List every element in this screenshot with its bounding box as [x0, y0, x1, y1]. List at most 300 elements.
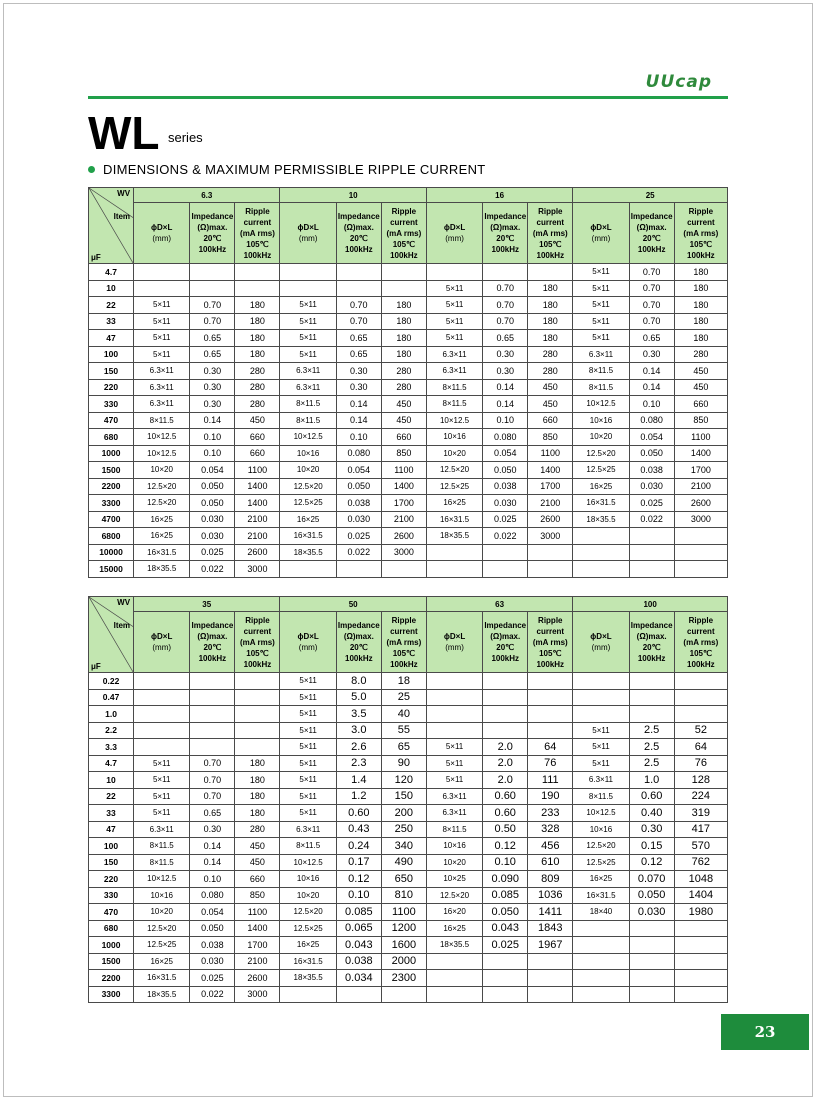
ripple-label: Ripple	[688, 615, 714, 625]
ripple-current-cell	[674, 528, 727, 545]
ripple-current-cell: 280	[235, 396, 280, 413]
table-row	[89, 313, 728, 330]
case-size-cell: 6.3×11	[134, 379, 190, 396]
ripple-current-cell	[674, 689, 727, 706]
dxl-label: ϕD×L	[443, 632, 466, 641]
freq-label: 100kHz	[687, 659, 715, 669]
capacitance-cell: 2200	[89, 970, 134, 987]
impedance-cell	[629, 706, 674, 723]
impedance-cell: 0.022	[483, 528, 528, 545]
voltage-header: 25	[573, 188, 728, 203]
section-heading	[88, 162, 486, 177]
impedance-label: Impedance	[484, 212, 527, 221]
table-row	[89, 528, 728, 545]
ripple-current-cell: 180	[235, 330, 280, 347]
case-size-cell: 10×20	[280, 887, 336, 904]
case-size-cell: 16×25	[280, 511, 336, 528]
series-title: WL	[88, 107, 160, 159]
ripple-current-cell	[674, 937, 727, 954]
ripple-current-cell: 1967	[528, 937, 573, 954]
impedance-cell: 0.038	[190, 937, 235, 954]
voltage-header: 16	[426, 188, 572, 203]
case-size-cell: 10×12.5	[134, 429, 190, 446]
freq-label: 100kHz	[390, 250, 418, 260]
ripple-current-cell: 2100	[235, 528, 280, 545]
dxl-header	[426, 203, 482, 264]
impedance-cell	[336, 561, 381, 578]
ripple-current-cell: 1036	[528, 887, 573, 904]
impedance-cell: 1.0	[629, 772, 674, 789]
ripple-current-cell: 3000	[235, 986, 280, 1003]
impedance-cell: 0.054	[190, 904, 235, 921]
impedance-cell: 0.054	[629, 429, 674, 446]
ripple-current-cell: 280	[528, 363, 573, 380]
case-size-cell: 5×11	[280, 673, 336, 690]
impedance-cell	[629, 920, 674, 937]
case-size-cell	[426, 544, 482, 561]
temp-105-label: 105℃	[246, 648, 269, 658]
ripple-current-cell	[528, 722, 573, 739]
ripple-current-cell: 762	[674, 854, 727, 871]
case-size-cell: 5×11	[134, 297, 190, 314]
ripple-current-cell: 190	[528, 788, 573, 805]
ripple-current-cell: 2100	[235, 953, 280, 970]
impedance-cell: 0.025	[629, 495, 674, 512]
impedance-cell: 5.0	[336, 689, 381, 706]
case-size-cell	[573, 937, 629, 954]
ripple-current-cell: 111	[528, 772, 573, 789]
section-title: DIMENSIONS & MAXIMUM PERMISSIBLE RIPPLE CURRENT	[103, 162, 486, 177]
table-row	[89, 871, 728, 888]
impedance-cell	[483, 544, 528, 561]
table-row	[89, 739, 728, 756]
case-size-cell: 12.5×20	[280, 904, 336, 921]
capacitance-cell: 6800	[89, 528, 134, 545]
case-size-cell: 10×12.5	[280, 429, 336, 446]
impedance-cell: 0.034	[336, 970, 381, 987]
ripple-current-cell: 456	[528, 838, 573, 855]
case-size-cell	[280, 264, 336, 281]
impedance-cell: 0.025	[483, 937, 528, 954]
impedance-cell: 0.070	[629, 871, 674, 888]
case-size-cell: 5×11	[573, 313, 629, 330]
impedance-cell: 0.030	[336, 511, 381, 528]
ripple-current-cell: 810	[381, 887, 426, 904]
case-size-cell	[573, 706, 629, 723]
case-size-cell: 5×11	[134, 313, 190, 330]
impedance-cell: 0.70	[336, 313, 381, 330]
capacitance-cell: 22	[89, 297, 134, 314]
ripple-current-cell: 64	[674, 739, 727, 756]
impedance-cell: 0.054	[336, 462, 381, 479]
table-row	[89, 297, 728, 314]
case-size-cell: 10×16	[426, 838, 482, 855]
impedance-cell: 0.050	[483, 904, 528, 921]
ripple-current-cell	[674, 970, 727, 987]
table-row	[89, 970, 728, 987]
impedance-cell: 0.14	[483, 379, 528, 396]
ripple-current-cell: 180	[381, 297, 426, 314]
impedance-cell: 0.050	[336, 478, 381, 495]
impedance-cell	[629, 528, 674, 545]
impedance-cell: 0.60	[483, 805, 528, 822]
impedance-cell: 0.030	[629, 478, 674, 495]
temp-105-label: 105℃	[246, 239, 269, 249]
impedance-cell: 2.6	[336, 739, 381, 756]
case-size-cell: 6.3×11	[134, 821, 190, 838]
ripple-current-cell	[235, 264, 280, 281]
case-size-cell: 12.5×20	[573, 445, 629, 462]
impedance-cell: 2.0	[483, 772, 528, 789]
table-row	[89, 937, 728, 954]
ripple-current-cell: 660	[235, 871, 280, 888]
marms-label: (mA rms)	[386, 637, 422, 647]
impedance-cell	[483, 561, 528, 578]
ohm-max-label: (Ω)max.	[636, 632, 667, 641]
impedance-header	[483, 612, 528, 673]
impedance-cell: 3.0	[336, 722, 381, 739]
capacitance-cell: 2.2	[89, 722, 134, 739]
dxl-header	[280, 612, 336, 673]
ripple-current-cell	[381, 561, 426, 578]
impedance-cell: 0.12	[483, 838, 528, 855]
ripple-current-cell: 660	[235, 429, 280, 446]
case-size-cell: 10×12.5	[134, 871, 190, 888]
brand-logo: UUcap	[645, 72, 712, 92]
impedance-cell	[483, 986, 528, 1003]
mm-label: (mm)	[152, 643, 172, 652]
ripple-current-cell: 450	[235, 854, 280, 871]
case-size-cell: 5×11	[573, 264, 629, 281]
capacitance-cell: 33	[89, 805, 134, 822]
ripple-current-cell: 180	[235, 297, 280, 314]
ripple-current-cell: 2100	[381, 511, 426, 528]
ripple-current-cell: 180	[235, 805, 280, 822]
case-size-cell: 6.3×11	[426, 346, 482, 363]
case-size-cell: 6.3×11	[426, 363, 482, 380]
case-size-cell: 8×11.5	[426, 396, 482, 413]
ripple-current-cell: 180	[235, 313, 280, 330]
dxl-header	[573, 203, 629, 264]
impedance-cell: 0.65	[190, 805, 235, 822]
bullet-icon	[88, 166, 95, 173]
impedance-header	[629, 612, 674, 673]
freq-label: 100kHz	[491, 654, 520, 663]
ripple-current-cell: 233	[528, 805, 573, 822]
ripple-current-cell: 90	[381, 755, 426, 772]
table-row	[89, 706, 728, 723]
impedance-cell: 0.70	[190, 788, 235, 805]
impedance-cell: 0.30	[336, 379, 381, 396]
impedance-cell: 0.080	[629, 412, 674, 429]
table-row	[89, 986, 728, 1003]
freq-label: 100kHz	[637, 245, 666, 254]
ripple-header	[528, 612, 573, 673]
table-row	[89, 412, 728, 429]
case-size-cell: 5×11	[426, 772, 482, 789]
case-size-cell	[134, 722, 190, 739]
impedance-cell: 0.60	[629, 788, 674, 805]
case-size-cell: 6.3×11	[280, 379, 336, 396]
impedance-cell	[483, 264, 528, 281]
marms-label: (mA rms)	[240, 637, 275, 647]
impedance-cell: 0.085	[483, 887, 528, 904]
ripple-current-cell: 328	[528, 821, 573, 838]
ripple-current-cell: 55	[381, 722, 426, 739]
mm-label: (mm)	[445, 234, 464, 243]
case-size-cell	[426, 953, 482, 970]
temp-105-label: 105℃	[539, 648, 562, 658]
capacitance-cell: 4700	[89, 511, 134, 528]
freq-label: 100kHz	[198, 654, 227, 663]
voltage-header: 35	[134, 597, 280, 612]
impedance-cell: 2.5	[629, 739, 674, 756]
case-size-cell: 5×11	[426, 297, 482, 314]
ripple-current-cell	[381, 280, 426, 297]
impedance-cell: 0.43	[336, 821, 381, 838]
case-size-cell	[426, 706, 482, 723]
case-size-cell: 10×20	[426, 854, 482, 871]
case-size-cell: 18×35.5	[280, 970, 336, 987]
impedance-cell: 0.090	[483, 871, 528, 888]
case-size-cell	[134, 706, 190, 723]
impedance-header	[629, 203, 674, 264]
capacitance-cell: 33	[89, 313, 134, 330]
case-size-cell: 10×16	[280, 871, 336, 888]
case-size-cell: 6.3×11	[280, 363, 336, 380]
impedance-label: Impedance	[337, 621, 380, 630]
case-size-cell: 5×11	[426, 280, 482, 297]
case-size-cell	[426, 986, 482, 1003]
ripple-current-cell: 280	[381, 363, 426, 380]
table-row	[89, 396, 728, 413]
dxl-label: ϕD×L	[443, 223, 466, 232]
case-size-cell: 16×25	[280, 937, 336, 954]
freq-label: 100kHz	[390, 659, 418, 669]
impedance-cell: 0.70	[190, 297, 235, 314]
impedance-cell: 0.080	[336, 445, 381, 462]
temp-105-label: 105℃	[689, 648, 712, 658]
case-size-cell: 12.5×20	[426, 887, 482, 904]
impedance-cell: 0.10	[336, 429, 381, 446]
impedance-cell: 2.5	[629, 755, 674, 772]
impedance-cell: 0.70	[483, 280, 528, 297]
ripple-current-cell: 2100	[674, 478, 727, 495]
ripple-current-cell: 180	[674, 280, 727, 297]
impedance-cell: 0.050	[629, 887, 674, 904]
dxl-label: ϕD×L	[297, 223, 319, 232]
impedance-cell: 0.038	[629, 462, 674, 479]
impedance-cell: 0.038	[336, 953, 381, 970]
impedance-cell	[629, 544, 674, 561]
case-size-cell: 5×11	[280, 330, 336, 347]
ripple-current-cell: 52	[674, 722, 727, 739]
spec-table-high-voltage	[88, 596, 728, 1003]
impedance-header	[336, 203, 381, 264]
capacitance-cell: 3.3	[89, 739, 134, 756]
ripple-current-cell: 1700	[381, 495, 426, 512]
ripple-label: Ripple	[245, 615, 270, 625]
case-size-cell	[573, 673, 629, 690]
impedance-cell: 0.038	[336, 495, 381, 512]
impedance-cell: 0.70	[629, 297, 674, 314]
case-size-cell: 16×31.5	[573, 887, 629, 904]
ripple-current-cell: 250	[381, 821, 426, 838]
ripple-current-cell: 280	[528, 346, 573, 363]
ripple-current-cell: 1411	[528, 904, 573, 921]
case-size-cell: 12.5×25	[280, 920, 336, 937]
case-size-cell: 6.3×11	[134, 396, 190, 413]
temp-20-label: 20℃	[203, 234, 222, 243]
table-row	[89, 544, 728, 561]
impedance-cell: 0.030	[629, 904, 674, 921]
wv-label: WV	[117, 189, 131, 198]
case-size-cell: 8×11.5	[573, 363, 629, 380]
ripple-current-cell: 65	[381, 739, 426, 756]
case-size-cell: 12.5×25	[573, 462, 629, 479]
ripple-current-cell: 120	[381, 772, 426, 789]
impedance-cell: 0.65	[336, 346, 381, 363]
table-row	[89, 280, 728, 297]
temp-20-label: 20℃	[496, 234, 515, 243]
ripple-current-cell: 450	[528, 379, 573, 396]
ripple-current-cell: 450	[235, 412, 280, 429]
ripple-current-cell: 1700	[235, 937, 280, 954]
table-row	[89, 495, 728, 512]
impedance-cell: 1.4	[336, 772, 381, 789]
case-size-cell: 10×20	[134, 462, 190, 479]
ripple-current-cell: 224	[674, 788, 727, 805]
case-size-cell: 16×25	[573, 478, 629, 495]
ripple-current-cell: 2000	[381, 953, 426, 970]
ripple-header	[235, 203, 280, 264]
impedance-cell: 0.030	[190, 953, 235, 970]
impedance-cell	[483, 706, 528, 723]
impedance-cell: 0.022	[629, 511, 674, 528]
impedance-label: Impedance	[484, 621, 527, 630]
mm-label: (mm)	[298, 643, 318, 652]
mm-label: (mm)	[152, 234, 172, 243]
case-size-cell: 5×11	[280, 313, 336, 330]
impedance-cell	[190, 706, 235, 723]
ripple-current-cell: 200	[381, 805, 426, 822]
dxl-label: ϕD×L	[297, 632, 319, 641]
ripple-current-cell: 25	[381, 689, 426, 706]
impedance-cell: 0.050	[629, 445, 674, 462]
ripple-current-cell: 40	[381, 706, 426, 723]
impedance-cell: 0.50	[483, 821, 528, 838]
capacitance-cell: 47	[89, 330, 134, 347]
ripple-current-cell: 610	[528, 854, 573, 871]
case-size-cell: 12.5×25	[134, 937, 190, 954]
case-size-cell: 5×11	[134, 755, 190, 772]
impedance-cell: 0.10	[629, 396, 674, 413]
mm-label: (mm)	[298, 234, 318, 243]
case-size-cell: 5×11	[134, 772, 190, 789]
capacitance-cell: 3300	[89, 495, 134, 512]
impedance-cell	[190, 264, 235, 281]
impedance-cell: 0.022	[190, 561, 235, 578]
ripple-current-cell: 450	[528, 396, 573, 413]
impedance-cell	[190, 722, 235, 739]
case-size-cell: 16×31.5	[280, 953, 336, 970]
page-number: 23	[721, 1014, 809, 1050]
ripple-label: Ripple	[538, 206, 563, 216]
case-size-cell: 16×20	[426, 904, 482, 921]
case-size-cell: 5×11	[426, 755, 482, 772]
ripple-current-cell: 3000	[674, 511, 727, 528]
impedance-cell: 0.60	[336, 805, 381, 822]
ripple-current-cell	[235, 689, 280, 706]
ripple-current-cell: 450	[674, 379, 727, 396]
impedance-cell: 0.65	[190, 346, 235, 363]
ripple-current-cell: 1700	[674, 462, 727, 479]
voltage-header: 6.3	[134, 188, 280, 203]
freq-label: 100kHz	[243, 250, 272, 260]
ripple-current-cell	[674, 673, 727, 690]
table-row	[89, 920, 728, 937]
capacitance-cell: 10	[89, 280, 134, 297]
capacitance-cell: 4.7	[89, 264, 134, 281]
impedance-cell: 0.14	[629, 363, 674, 380]
ripple-current-cell	[674, 920, 727, 937]
item-label: Item	[113, 621, 131, 630]
freq-label: 100kHz	[637, 654, 666, 663]
impedance-cell: 0.10	[483, 854, 528, 871]
impedance-cell: 0.10	[190, 429, 235, 446]
case-size-cell: 16×31.5	[426, 511, 482, 528]
case-size-cell	[426, 561, 482, 578]
case-size-cell: 10×25	[426, 871, 482, 888]
freq-label: 100kHz	[345, 654, 373, 663]
ripple-current-cell	[674, 953, 727, 970]
ripple-current-cell: 280	[235, 379, 280, 396]
case-size-cell: 5×11	[426, 330, 482, 347]
impedance-label: Impedance	[191, 212, 234, 221]
corner-cell	[89, 188, 134, 264]
impedance-cell: 0.065	[336, 920, 381, 937]
table-row	[89, 722, 728, 739]
impedance-cell: 0.025	[336, 528, 381, 545]
freq-label: 100kHz	[536, 250, 565, 260]
ripple-current-cell: 1700	[528, 478, 573, 495]
ripple-current-cell: 180	[235, 788, 280, 805]
freq-label: 100kHz	[243, 659, 272, 669]
case-size-cell: 5×11	[280, 722, 336, 739]
case-size-cell: 16×25	[134, 953, 190, 970]
ripple-header	[381, 612, 426, 673]
case-size-cell: 16×31.5	[280, 528, 336, 545]
capacitance-cell: 470	[89, 412, 134, 429]
ripple-current-cell: 280	[235, 363, 280, 380]
ripple-label: Ripple	[538, 615, 563, 625]
case-size-cell: 18×35.5	[134, 561, 190, 578]
ripple-current-cell	[674, 986, 727, 1003]
case-size-cell: 5×11	[573, 755, 629, 772]
case-size-cell: 6.3×11	[134, 363, 190, 380]
impedance-cell: 0.080	[190, 887, 235, 904]
impedance-header	[483, 203, 528, 264]
capacitance-cell: 100	[89, 838, 134, 855]
case-size-cell: 8×11.5	[426, 379, 482, 396]
case-size-cell: 10×12.5	[426, 412, 482, 429]
case-size-cell	[134, 280, 190, 297]
freq-label: 100kHz	[536, 659, 565, 669]
impedance-cell	[483, 953, 528, 970]
voltage-header: 100	[573, 597, 728, 612]
ripple-current-cell: 450	[235, 838, 280, 855]
impedance-cell: 0.022	[190, 986, 235, 1003]
